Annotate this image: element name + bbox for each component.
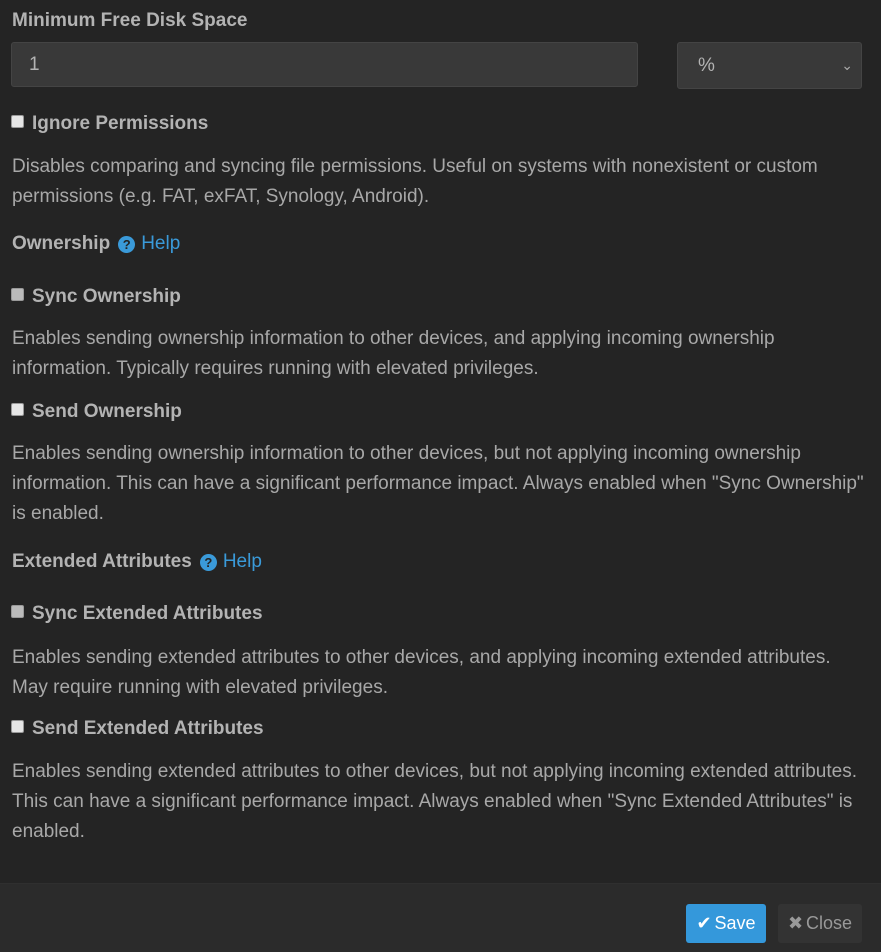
ignore-permissions-label: Ignore Permissions (32, 113, 209, 134)
send-ownership-checkbox[interactable] (11, 403, 24, 416)
sync-xattrs-checkbox[interactable] (11, 605, 24, 618)
xattrs-help-link[interactable] (200, 551, 262, 573)
save-label: Save (714, 913, 756, 933)
modal-footer (0, 883, 881, 952)
close-icon: ✖ (787, 913, 804, 933)
send-ownership-row[interactable] (11, 401, 182, 423)
xattrs-heading (12, 551, 262, 573)
ownership-heading-text: Ownership (12, 233, 111, 254)
ignore-permissions-checkbox[interactable] (11, 115, 24, 128)
xattrs-heading-text: Extended Attributes (12, 551, 192, 572)
sync-xattrs-description: Enables sending extended attributes to other devices, and applying incoming extended attributes. May require running with elevated privileges. (12, 647, 831, 698)
close-button[interactable] (778, 904, 862, 943)
min-disk-input[interactable]: 1 (11, 42, 638, 87)
send-xattrs-row[interactable] (11, 718, 264, 740)
send-ownership-description: Enables sending ownership information to other devices, but not applying incoming ownership information. This can have a significant performance impact. Always enabled when "Sync Ownership" is enabled. (12, 443, 864, 524)
send-xattrs-description: Enables sending extended attributes to other devices, but not applying incoming extended attributes. This can have a significant performance impact. Always enabled when "Sync Extended Attributes" is enabled. (12, 761, 857, 842)
sync-xattrs-row[interactable] (11, 603, 263, 625)
sync-ownership-label: Sync Ownership (32, 286, 181, 307)
unit-value: % (698, 55, 715, 76)
close-label: Close (806, 913, 853, 933)
save-button[interactable] (686, 904, 766, 943)
send-xattrs-label: Send Extended Attributes (32, 718, 264, 739)
send-ownership-label: Send Ownership (32, 401, 182, 422)
send-xattrs-checkbox[interactable] (11, 720, 24, 733)
ownership-help-link[interactable] (118, 233, 180, 255)
ignore-permissions-row[interactable] (11, 113, 208, 135)
question-circle-icon: ? (118, 236, 135, 253)
sync-xattrs-label: Sync Extended Attributes (32, 603, 263, 624)
check-icon: ✔ (696, 913, 712, 933)
question-circle-icon: ? (200, 554, 217, 571)
sync-ownership-checkbox[interactable] (11, 288, 24, 301)
help-label: Help (141, 233, 181, 254)
ignore-permissions-description: Disables comparing and syncing file permissions. Useful on systems with nonexistent or custom permissions (e.g. FAT, exFAT, Synology, Android). (12, 156, 818, 207)
sync-ownership-description: Enables sending ownership information to other devices, and applying incoming ownership information. Typically requires running with elevated privileges. (12, 328, 775, 379)
ownership-heading (12, 233, 180, 255)
chevron-down-icon: ⌄ (841, 57, 853, 73)
sync-ownership-row[interactable] (11, 286, 181, 308)
min-disk-unit-select[interactable] (677, 42, 862, 89)
help-label: Help (222, 551, 262, 572)
min-disk-label: Minimum Free Disk Space (12, 10, 248, 31)
